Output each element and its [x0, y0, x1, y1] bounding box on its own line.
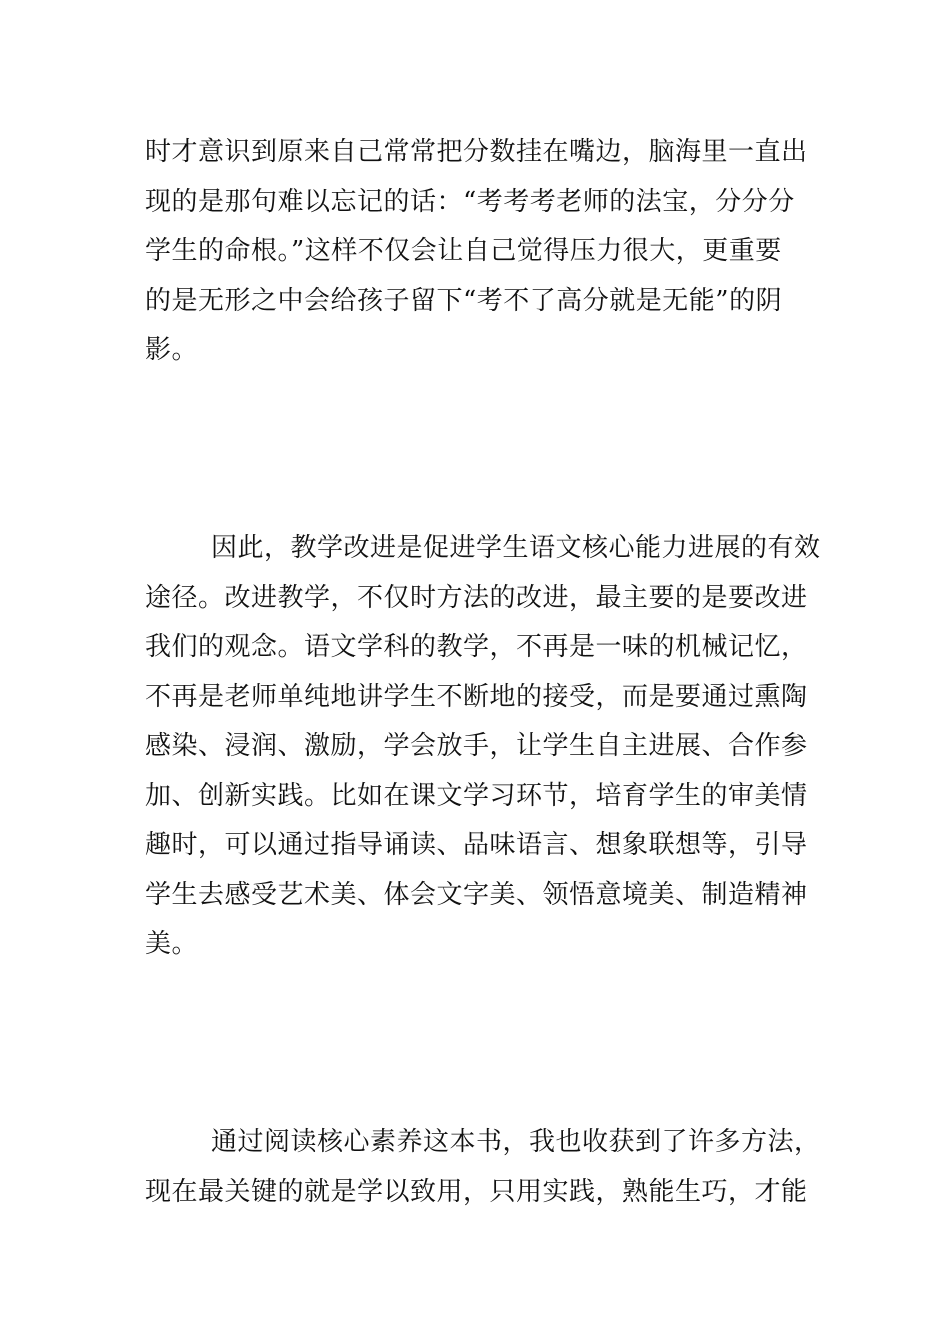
text-line: 加、创新实践。比如在课文学习环节，培育学生的审美情 — [145, 780, 808, 811]
text-line: 现在最关键的就是学以致用，只用实践，熟能生巧，才能 — [145, 1176, 808, 1207]
text-line-first: 因此，教学改进是促进学生语文核心能力进展的有效 — [211, 533, 821, 563]
text-line: 时才意识到原来自己常常把分数挂在嘴边，脑海里一直出 — [145, 137, 808, 167]
paragraph-2 — [145, 524, 821, 970]
text-line: 途径。改进教学，不仅时方法的改进，最主要的是要改进 — [145, 582, 808, 613]
text-line: 感染、浸润、激励，学会放手，让学生自主进展、合作参 — [145, 731, 808, 761]
text-line: 趣时，可以通过指导诵读、品味语言、想象联想等，引导 — [145, 830, 808, 860]
text-line: 美。 — [145, 929, 199, 959]
text-line-first: 通过阅读核心素养这本书，我也收获到了许多方法， — [211, 1127, 821, 1157]
text-line: 学生去感受艺术美、体会文字美、领悟意境美、制造精神 — [145, 879, 808, 910]
paragraph-1 — [145, 128, 810, 376]
text-line: 我们的观念。语文学科的教学，不再是一味的机械记忆， — [145, 632, 808, 662]
text-line: 的是无形之中会给孩子留下“考不了高分就是无能”的阴 — [145, 285, 783, 316]
text-line: 影。 — [145, 335, 199, 365]
text-line: 现的是那句难以忘记的话：“考考考老师的法宝，分分分 — [145, 186, 795, 217]
text-line: 学生的命根。”这样不仅会让自己觉得压力很大，更重要 — [145, 236, 782, 266]
text-line: 不再是老师单纯地讲学生不断地的接受，而是要通过熏陶 — [145, 681, 808, 712]
paragraph-3 — [145, 1118, 821, 1217]
